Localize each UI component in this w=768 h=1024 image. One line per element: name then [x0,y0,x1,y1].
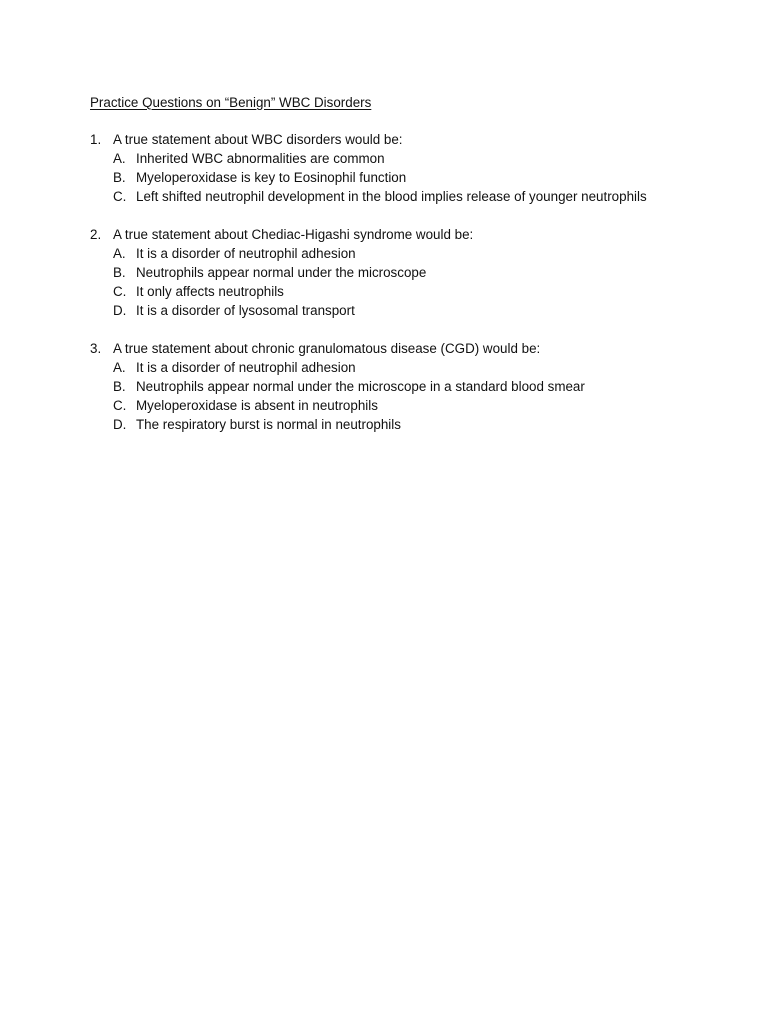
option-text: It only affects neutrophils [136,284,284,299]
question-number: 1. [90,132,102,147]
answer-option-b [90,168,750,187]
option-letter: A. [113,151,126,166]
question-stem [90,225,750,244]
answer-option-c [90,396,750,415]
option-letter: B. [113,265,126,280]
option-letter: A. [113,360,126,375]
question-number: 3. [90,341,102,356]
option-letter: C. [113,189,127,204]
answer-option-d [90,415,750,434]
question-stem [90,130,750,149]
option-letter: B. [113,379,126,394]
option-text: Myeloperoxidase is key to Eosinophil function [136,170,407,185]
option-letter: C. [113,284,127,299]
option-text: The respiratory burst is normal in neutrophils [136,417,401,432]
option-letter: A. [113,246,126,261]
option-text: Inherited WBC abnormalities are common [136,151,385,166]
option-letter: C. [113,398,127,413]
answer-option-b [90,263,750,282]
question-1 [90,130,750,206]
answer-option-a [90,149,750,168]
option-text: It is a disorder of neutrophil adhesion [136,246,356,261]
answer-option-d [90,301,750,320]
question-number: 2. [90,227,102,242]
option-text: It is a disorder of neutrophil adhesion [136,360,356,375]
question-text: A true statement about Chediac-Higashi syndrome would be: [113,227,474,242]
question-text: A true statement about WBC disorders would be: [113,132,403,147]
option-letter: D. [113,417,127,432]
answer-option-b [90,377,750,396]
answer-option-c [90,187,750,206]
option-letter: B. [113,170,126,185]
option-text: Neutrophils appear normal under the microscope in a standard blood smear [136,379,585,394]
document-title: Practice Questions on “Benign” WBC Disorders [90,95,372,110]
option-text: Neutrophils appear normal under the microscope [136,265,427,280]
answer-option-c [90,282,750,301]
answer-option-a [90,244,750,263]
question-3 [90,339,750,434]
question-2 [90,225,750,320]
option-text: Left shifted neutrophil development in the blood implies release of younger neutrophils [136,189,647,204]
option-text: It is a disorder of lysosomal transport [136,303,355,318]
answer-option-a [90,358,750,377]
option-text: Myeloperoxidase is absent in neutrophils [136,398,378,413]
question-stem [90,339,750,358]
question-text: A true statement about chronic granulomatous disease (CGD) would be: [113,341,541,356]
option-letter: D. [113,303,127,318]
